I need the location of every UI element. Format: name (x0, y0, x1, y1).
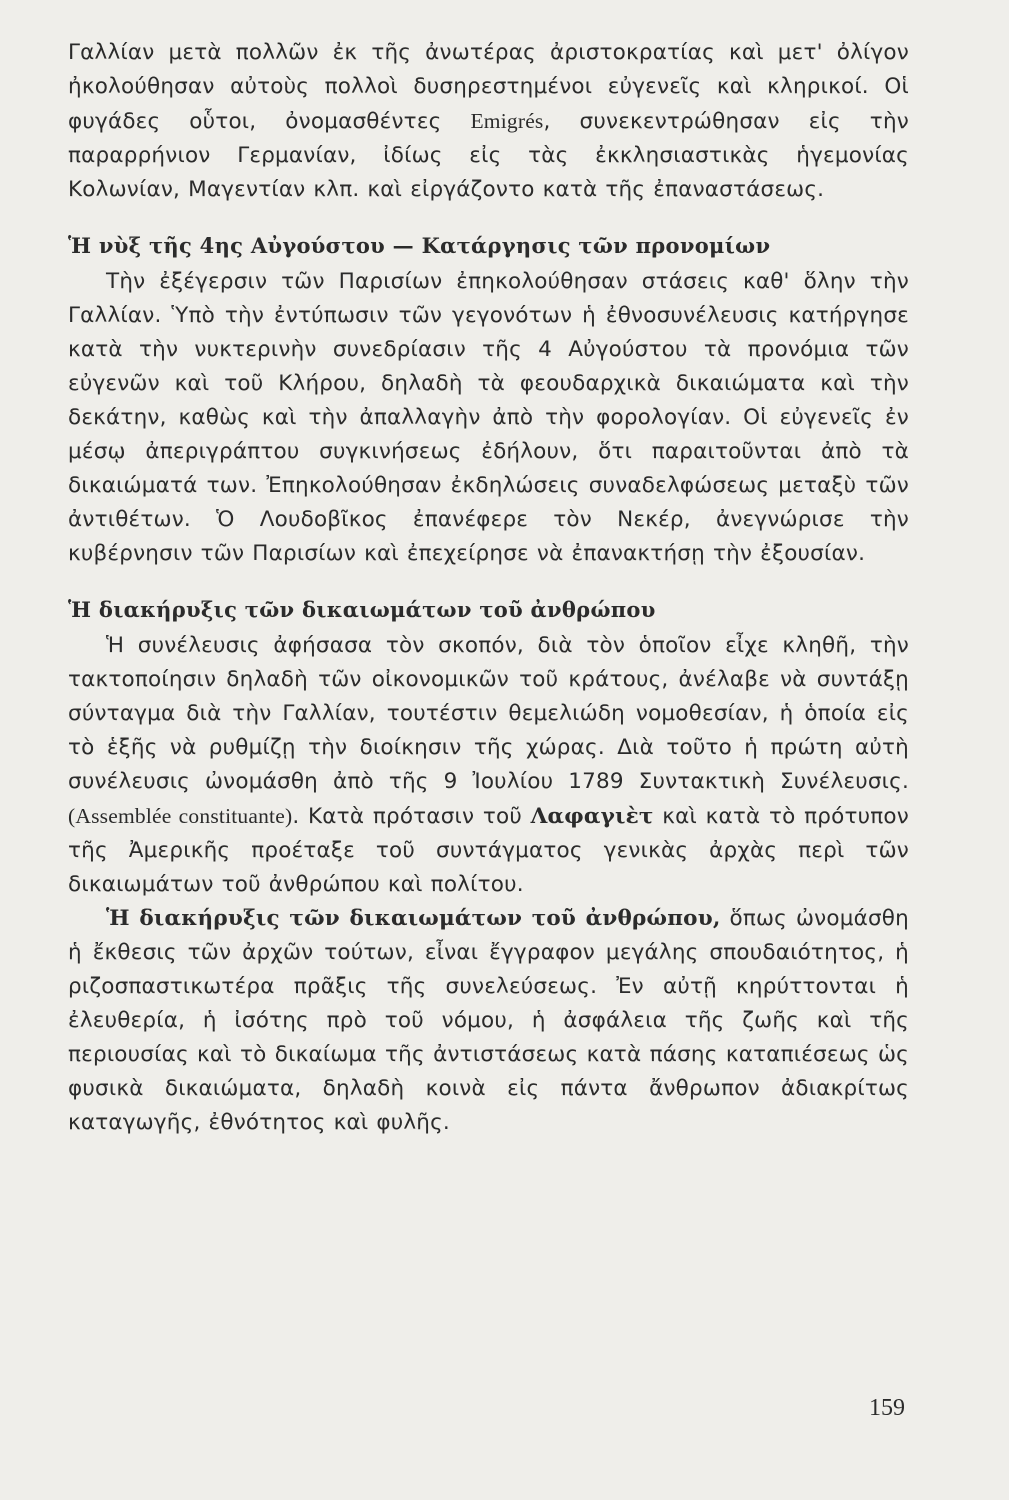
declaration-p1-text-a: Ἡ συνέλευσις ἀφήσασα τὸν σκοπόν, διὰ τὸν ὁποῖον εἶχε κληθῆ, τὴν τακτοποίησιν δηλαδὴ τῶν οἰκονομικῶν τοῦ κράτους, ἀνέλαβε νὰ συντάξῃ σύνταγμα διὰ τὴν Γαλλίαν, τουτέστιν θεμελιώδη νομοθεσίαν, ἡ ὁποία εἰς τὸ ἑξῆς νὰ ρυθμίζῃ τὴν διοίκησιν τῆς χώρας. Διὰ τοῦτο ἡ πρώτη αὐτὴ συνέλευσις ὠνομάσθη ἀπὸ τῆς 9 Ἰουλίου 1789 Συντακτικὴ Συνέλευσις. (68, 633, 909, 794)
declaration-paragraph-1 (68, 629, 909, 902)
assemblee-constituante-term: (Assemblée constituante) (68, 804, 293, 828)
declaration-p1-text-b: . Κατὰ πρότασιν τοῦ (292, 804, 531, 829)
section-heading-declaration: Ἡ διακήρυξις τῶν δικαιωμάτων τοῦ ἀνθρώπου (68, 597, 656, 622)
intro-text-a: Γαλλίαν μετὰ πολλῶν ἐκ τῆς ἀνωτέρας ἀριστοκρατίας καὶ μετ' ὀλίγον ἠκολούθησαν αὐτοὺς πολλοὶ δυσηρεστημένοι εὐγενεῖς καὶ κληρικοί. Οἱ φυγάδες οὗτοι, ὀνομασθέντες (68, 40, 909, 134)
page-number: 159 (869, 1395, 905, 1421)
declaration-p2-text: ὅπως ὠνομάσθη ἡ ἔκθεσις τῶν ἀρχῶν τούτων, εἶναι ἔγγραφον μεγάλης σπουδαιότητος, ἡ ριζοσπαστικωτέρα πρᾶξις τῆς συνελεύσεως. Ἐν αὐτῇ κηρύττονται ἡ ἐλευθερία, ἡ ἰσότης πρὸ τοῦ νόμου, ἡ ἀσφάλεια τῆς ζωῆς καὶ τῆς περιουσίας καὶ τὸ δικαίωμα τῆς ἀντιστάσεως κατὰ πάσης καταπιέσεως ὡς φυσικὰ δικαιώματα, δηλαδὴ κοινὰ εἰς πάντα ἄνθρωπον ἀδιακρίτως καταγωγῆς, ἐθνότητος καὶ φυλῆς. (68, 906, 909, 1135)
lafayette-name: Λαφαγιὲτ (530, 804, 654, 829)
declaration-lead-term: Ἡ διακήρυξις τῶν δικαιωμάτων τοῦ ἀνθρώπου, (106, 906, 721, 931)
intro-paragraph (68, 36, 909, 207)
emigres-term: Emigrés (470, 109, 544, 133)
declaration-p1-text-c: καὶ κατὰ τὸ πρότυπον τῆς Ἀμερικῆς προέταξε τοῦ συντάγματος γενικὰς ἀρχὰς περὶ τῶν δικαιωμάτων τοῦ ἀνθρώπου καὶ πολίτου. (68, 804, 909, 897)
section-heading-august-4: Ἡ νὺξ τῆς 4ης Αὐγούστου — Κατάργησις τῶν προνομίων (68, 233, 771, 258)
august-4-paragraph: Τὴν ἐξέγερσιν τῶν Παρισίων ἐπηκολούθησαν στάσεις καθ' ὅλην τὴν Γαλλίαν. Ὑπὸ τὴν ἐντύπωσιν τῶν γεγονότων ἡ ἐθνοσυνέλευσις κατήργησε κατὰ τὴν νυκτερινὴν συνεδρίασιν τῆς 4 Αὐγούστου τὰ προνόμια τῶν εὐγενῶν καὶ τοῦ Κλήρου, δηλαδὴ τὰ φεουδαρχικὰ δικαιώματα καὶ τὴν δεκάτην, καθὼς καὶ τὴν ἀπαλλαγὴν ἀπὸ τὴν φορολογίαν. Οἱ εὐγενεῖς ἐν μέσῳ ἀπεριγράπτου συγκινήσεως ἐδήλουν, ὅτι παραιτοῦνται ἀπὸ τὰ δικαιώματά των. Ἐπηκολούθησαν ἐκδηλώσεις συναδελφώσεως μεταξὺ τῶν ἀντιθέτων. Ὁ Λουδοβῖκος ἐπανέφερε τὸν Νεκέρ, ἀνεγνώρισε τὴν κυβέρνησιν τῶν Παρισίων καὶ ἐπεχείρησε νὰ ἐπανακτήσῃ τὴν ἐξουσίαν. (68, 269, 909, 566)
intro-text-b: , συνεκεντρώθησαν εἰς τὴν παραρρήνιον Γερμανίαν, ἰδίως εἰς τὰς ἐκκλησιαστικὰς ἡγεμονίας Κολωνίαν, Μαγεντίαν κλπ. καὶ εἰργάζοντο κατὰ τῆς ἐπαναστάσεως. (68, 109, 909, 202)
declaration-paragraph-2 (68, 902, 909, 1140)
